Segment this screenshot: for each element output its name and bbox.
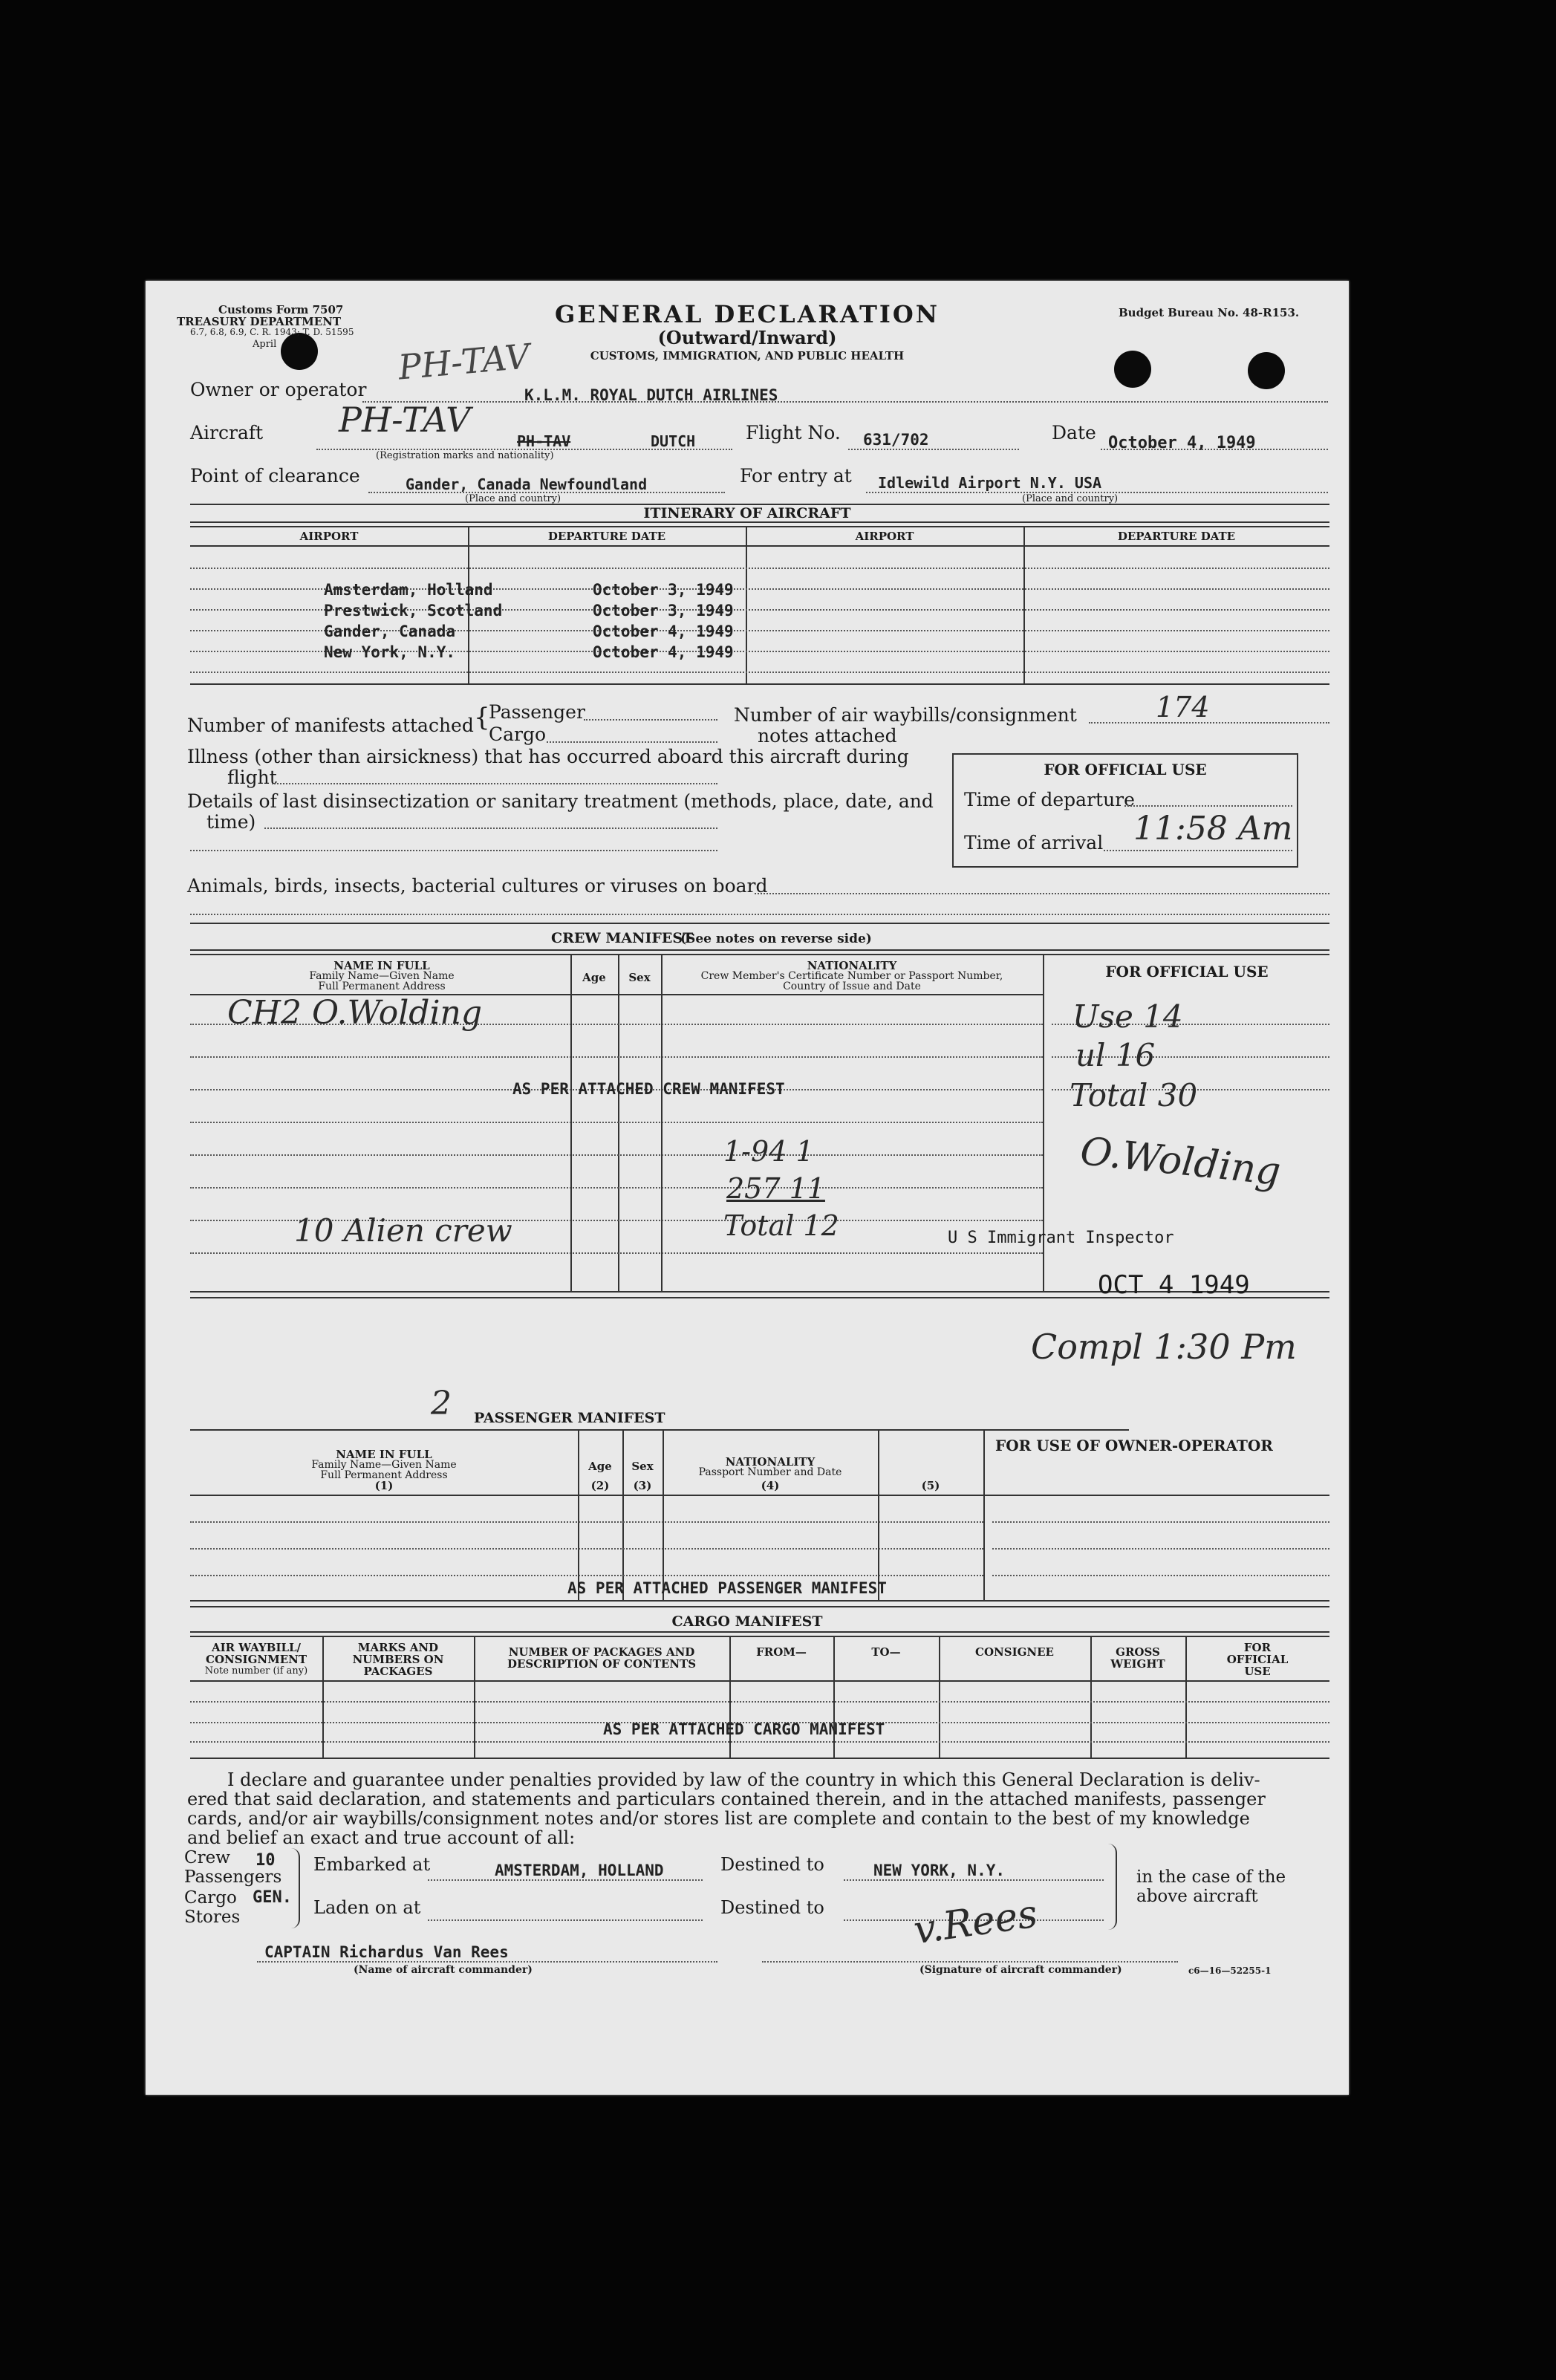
owner-operator-use: FOR USE OF OWNER-OPERATOR: [995, 1437, 1273, 1454]
cargo-col-packages: NUMBER OF PACKAGES AND DESCRIPTION OF CONTENTS: [507, 1645, 697, 1671]
crew-tally-line: Total 12: [723, 1209, 839, 1242]
itinerary-date: October 3, 1949: [593, 602, 734, 620]
aircraft-label: Aircraft: [190, 422, 264, 443]
destined-label: Destined to: [720, 1854, 824, 1875]
illness-label-2: flight: [227, 767, 277, 788]
crew-count-value: 10: [255, 1851, 276, 1870]
print-code: c6—16—52255-1: [1188, 1966, 1272, 1976]
inspector-stamp: U S Immigrant Inspector: [948, 1229, 1174, 1247]
disinsection-label: Details of last disinsectization or sanitary treatment (methods, place, date, and: [187, 790, 934, 812]
cargo-col-weight: GROSS WEIGHT: [1110, 1645, 1165, 1671]
manifests-cargo-label: Cargo: [489, 724, 547, 745]
crew-col-name: NAME IN FULL: [333, 959, 430, 972]
aircraft-typed-registration: PH-TAV: [517, 432, 571, 450]
cargo-col-consignee: CONSIGNEE: [975, 1645, 1054, 1659]
embarked-label: Embarked at: [313, 1854, 431, 1875]
itinerary-date: October 3, 1949: [593, 581, 734, 599]
crew-official-use: FOR OFFICIAL USE: [1105, 963, 1269, 981]
crew-col-nationality-2: Crew Member's Certificate Number or Passport Number,: [700, 970, 1003, 982]
flight-number: 631/702: [863, 431, 929, 449]
itinerary-col-airport-1: AIRPORT: [299, 530, 359, 543]
budget-bureau-number: Budget Bureau No. 48-R153.: [1119, 306, 1300, 319]
waybills-value: 174: [1156, 691, 1210, 724]
cargo-col-official: FOR OFFICIAL USE: [1226, 1641, 1289, 1678]
itinerary-airport: Gander, Canada: [324, 622, 456, 640]
passengers-count-label: Passengers: [184, 1867, 282, 1887]
signature-label: (Signature of aircraft commander): [919, 1964, 1122, 1976]
crew-count-label: Crew: [184, 1848, 230, 1867]
passenger-col-name: NAME IN FULL: [336, 1448, 432, 1461]
declaration-line-4: and belief an exact and true account of all:: [187, 1827, 576, 1848]
owner-value: K.L.M. ROYAL DUTCH AIRLINES: [524, 386, 778, 404]
cargo-col-from: FROM—: [756, 1645, 807, 1659]
passenger-col-name-3: Full Permanent Address: [320, 1469, 448, 1481]
departure-time-label: Time of departure: [964, 789, 1135, 810]
itinerary-col-departure-1: DEPARTURE DATE: [547, 530, 666, 543]
itinerary-title: ITINERARY OF AIRCRAFT: [643, 505, 851, 521]
passenger-col-name-2: Family Name—Given Name: [311, 1459, 457, 1471]
case-text-2: above aircraft: [1136, 1887, 1258, 1906]
disinsection-label-2: time): [206, 811, 256, 833]
cargo-col-waybill: AIR WAYBILL/ CONSIGNMENT Note number (if any): [204, 1641, 308, 1677]
treasury-department: TREASURY DEPARTMENT: [177, 315, 342, 328]
destined-label-2: Destined to: [720, 1897, 824, 1918]
destined-value: NEW YORK, N.Y.: [873, 1862, 1006, 1879]
commander-name: CAPTAIN Richardus Van Rees: [264, 1943, 509, 1961]
commander-signature: v.Rees: [911, 1891, 1041, 1954]
passenger-col-age: Age: [588, 1460, 612, 1473]
waybills-label: Number of air waybills/consignment: [734, 704, 1077, 726]
cargo-count-label: Cargo: [184, 1888, 237, 1908]
passenger-col-num-5: (5): [921, 1479, 940, 1492]
official-tally-line: ul 16: [1075, 1037, 1156, 1073]
crew-col-name-3: Full Permanent Address: [318, 981, 446, 992]
passenger-col-num-3: (3): [633, 1479, 652, 1492]
regulations-reference: 6.7, 6.8, 6.9, C. R. 1943; T. D. 51595: [190, 327, 354, 337]
aircraft-nationality: DUTCH: [651, 432, 696, 450]
arrival-time-label: Time of arrival: [964, 832, 1104, 854]
case-text-1: in the case of the: [1136, 1867, 1286, 1887]
passenger-col-num-1: (1): [374, 1479, 394, 1492]
stores-count-label: Stores: [184, 1908, 241, 1927]
animals-label: Animals, birds, insects, bacterial cultures or viruses on board: [187, 875, 768, 897]
waybills-label-2: notes attached: [758, 725, 897, 747]
itinerary-airport: Prestwick, Scotland: [324, 602, 503, 620]
illness-label: Illness (other than airsickness) that has occurred aboard this aircraft during: [187, 746, 909, 767]
passenger-hand-mark: 2: [431, 1385, 452, 1423]
cargo-count-value: GEN.: [253, 1888, 292, 1907]
passenger-manifest-title: PASSENGER MANIFEST: [474, 1410, 665, 1426]
passenger-col-sex: Sex: [631, 1460, 654, 1473]
clearance-label: Point of clearance: [190, 465, 360, 487]
crew-col-nationality-3: Country of Issue and Date: [783, 981, 921, 992]
page-subtitle: (Outward/Inward): [657, 327, 837, 348]
declaration-line-1: I declare and guarantee under penalties provided by law of the country in which this General Declaration is deliv-: [227, 1769, 1260, 1790]
manifests-brace: {: [474, 703, 490, 732]
inspection-date-stamp: OCT 4 1949: [1098, 1270, 1250, 1300]
itinerary-airport: Amsterdam, Holland: [324, 581, 493, 599]
declaration-brace: [291, 1848, 300, 1928]
crew-col-sex: Sex: [628, 971, 651, 984]
passenger-col-nationality-2: Passport Number and Date: [698, 1466, 842, 1478]
official-use-title: FOR OFFICIAL USE: [1044, 761, 1207, 778]
date-value: October 4, 1949: [1108, 434, 1256, 452]
official-tally-line: Use 14: [1072, 998, 1183, 1035]
entry-value: Idlewild Airport N.Y. USA: [878, 474, 1102, 492]
crew-handwritten-name: CH2 O.Wolding: [227, 994, 483, 1032]
aircraft-sublabel: (Registration marks and nationality): [376, 450, 554, 461]
cargo-col-marks: MARKS AND NUMBERS ON PACKAGES: [352, 1641, 444, 1678]
clearance-sublabel: (Place and country): [465, 493, 561, 504]
crew-col-nationality: NATIONALITY: [807, 959, 897, 972]
form-date: April: [253, 339, 277, 350]
arrival-time-value: 11:58 Am: [1133, 810, 1293, 848]
passenger-col-num-4: (4): [761, 1479, 780, 1492]
crew-col-name-2: Family Name—Given Name: [309, 970, 455, 982]
crew-tally-line: 257 11: [726, 1172, 825, 1205]
declaration-form: [146, 281, 1349, 2095]
itinerary-airport: New York, N.Y.: [324, 643, 456, 661]
date-label: Date: [1052, 422, 1096, 443]
owner-label: Owner or operator: [190, 379, 367, 400]
registration-stamp: PH-TAV: [396, 336, 532, 388]
completion-note: Compl 1:30 Pm: [1031, 1327, 1297, 1367]
commander-name-label: (Name of aircraft commander): [354, 1964, 533, 1976]
passenger-attached-note: AS PER ATTACHED PASSENGER MANIFEST: [567, 1579, 887, 1597]
crew-manifest-title: CREW MANIFEST: [551, 930, 694, 946]
crew-alien-note: 10 Alien crew: [294, 1212, 512, 1249]
aircraft-handwritten-registration: PH-TAV: [339, 400, 471, 440]
cargo-attached-note: AS PER ATTACHED CARGO MANIFEST: [603, 1720, 885, 1738]
passenger-col-nationality: NATIONALITY: [725, 1455, 816, 1469]
itinerary-col-airport-2: AIRPORT: [855, 530, 914, 543]
inspector-signature: O.Wolding: [1078, 1129, 1283, 1194]
customs-form-number: Customs Form 7507: [218, 303, 344, 316]
declaration-line-2: ered that said declaration, and statements and particulars contained therein, and in the attached manifests, passenger: [187, 1789, 1266, 1810]
manifests-passenger-label: Passenger: [489, 701, 585, 723]
itinerary-col-departure-2: DEPARTURE DATE: [1117, 530, 1236, 543]
official-tally-line: Total 30: [1070, 1077, 1198, 1113]
clearance-value: Gander, Canada Newfoundland: [406, 475, 648, 493]
itinerary-date: October 4, 1949: [593, 622, 734, 640]
page-subtitle-2: CUSTOMS, IMMIGRATION, AND PUBLIC HEALTH: [590, 349, 905, 362]
crew-tally-line: 1-94 1: [723, 1135, 814, 1168]
manifests-label: Number of manifests attached: [187, 715, 474, 736]
declaration-line-3: cards, and/or air waybills/consignment notes and/or stores list are complete and contain to the best of my knowledge: [187, 1808, 1250, 1829]
cargo-manifest-title: CARGO MANIFEST: [671, 1613, 823, 1630]
entry-label: For entry at: [740, 465, 852, 487]
case-brace: [1108, 1844, 1117, 1930]
crew-attached-note: AS PER ATTACHED CREW MANIFEST: [512, 1080, 785, 1098]
passenger-col-num-2: (2): [590, 1479, 610, 1492]
itinerary-date: October 4, 1949: [593, 643, 734, 661]
embarked-value: AMSTERDAM, HOLLAND: [495, 1862, 664, 1879]
entry-sublabel: (Place and country): [1022, 493, 1119, 504]
crew-col-age: Age: [582, 971, 606, 984]
page-title: GENERAL DECLARATION: [555, 300, 940, 328]
laden-label: Laden on at: [313, 1897, 421, 1918]
crew-manifest-note: (See notes on reverse side): [680, 931, 872, 946]
flight-label: Flight No.: [746, 422, 841, 443]
cargo-col-to: TO—: [871, 1645, 901, 1659]
